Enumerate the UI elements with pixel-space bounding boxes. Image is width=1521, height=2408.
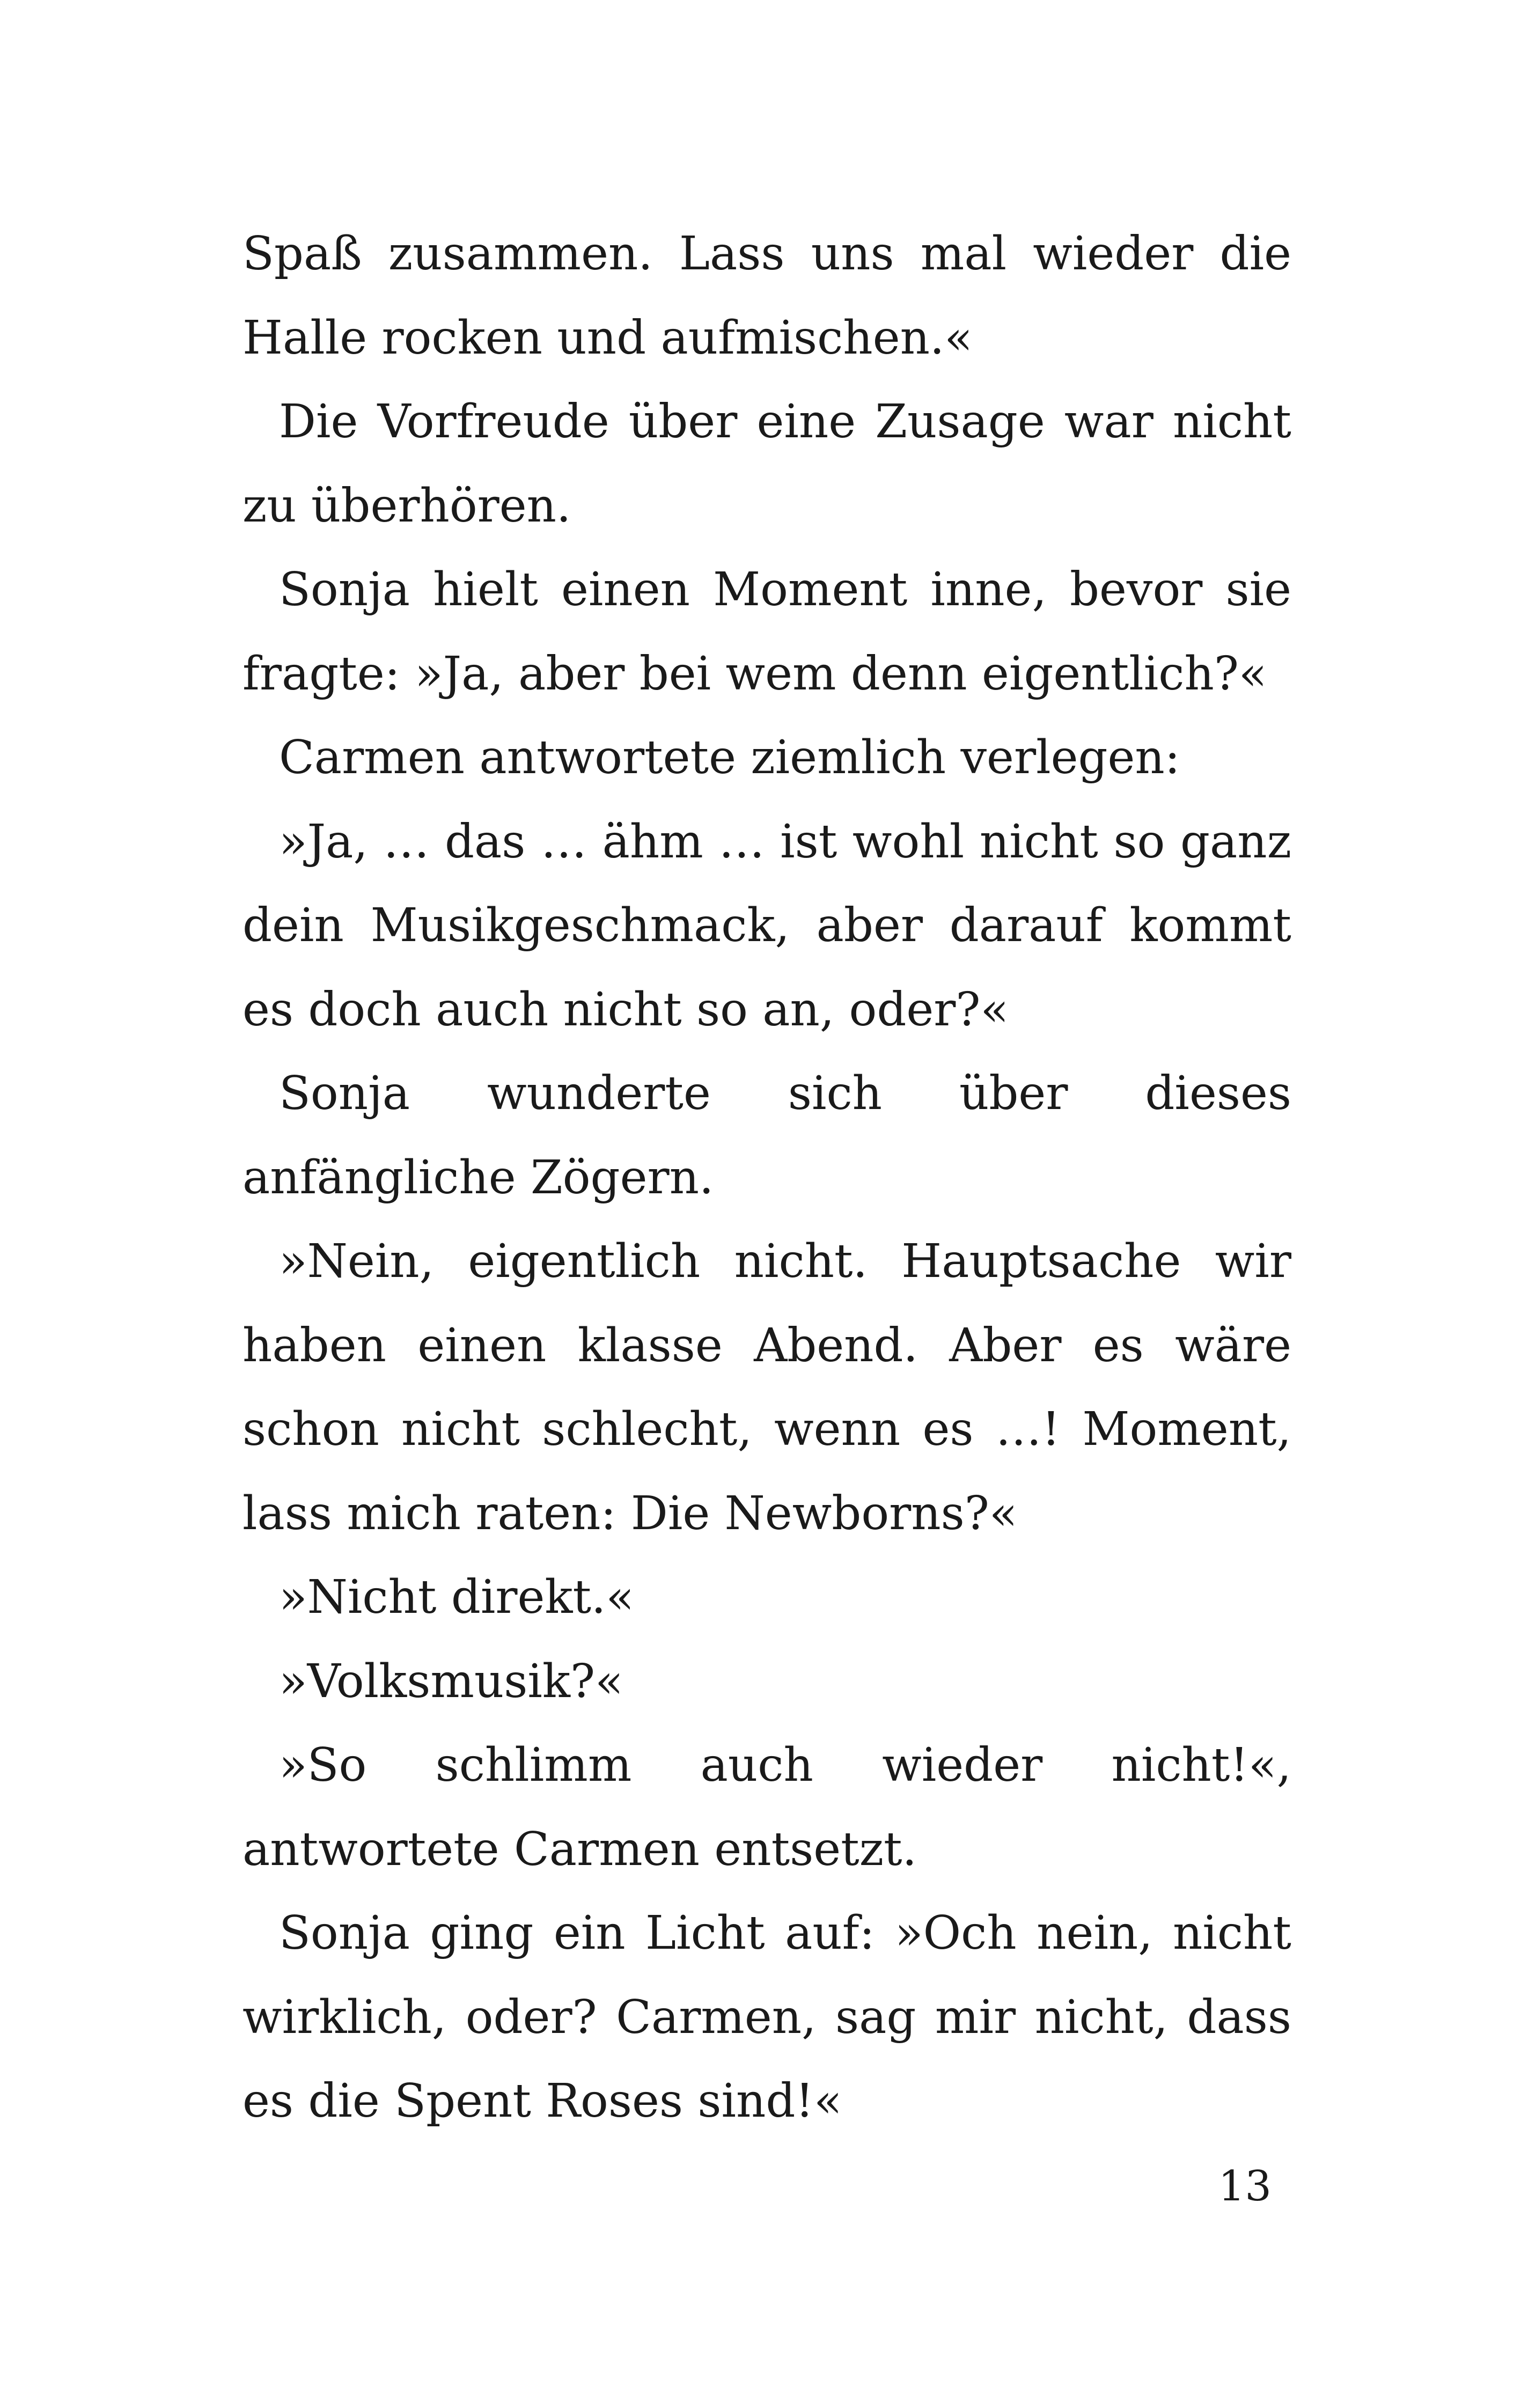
paragraph: »Ja, … das … ähm … ist wohl nicht so ganz dein Musikgeschmack, aber darauf kommt es doch auch nicht so an, oder?« xyxy=(243,814,1291,1037)
paragraph: Sonja hielt einen Moment inne, bevor sie fragte: »Ja, aber bei wem denn eigentlich?« xyxy=(243,563,1291,701)
paragraph: »Nein, eigentlich nicht. Hauptsache wir haben einen klasse Abend. Aber es wäre schon nicht schlecht, wenn es …! Moment, lass mich raten: Die Newborns?« xyxy=(243,1235,1291,1540)
page-number: 13 xyxy=(1218,2162,1272,2211)
paragraph: Die Vorfreude über eine Zusage war nicht zu überhören. xyxy=(243,395,1291,533)
paragraph: »So schlimm auch wieder nicht!«, antwortete Carmen entsetzt. xyxy=(243,1738,1291,1876)
body-text xyxy=(243,212,1291,2143)
paragraph: Sonja ging ein Licht auf: »Och nein, nicht wirklich, oder? Carmen, sag mir nicht, dass es die Spent Roses sind!« xyxy=(243,1906,1291,2128)
paragraph: Sonja wunderte sich über dieses anfängliche Zögern. xyxy=(243,1067,1291,1205)
paragraph: »Nicht direkt.« xyxy=(279,1570,635,1624)
paragraph: »Volksmusik?« xyxy=(279,1654,623,1708)
paragraph: Spaß zusammen. Lass uns mal wieder die Halle rocken und aufmischen.« xyxy=(243,227,1291,365)
paragraph: Carmen antwortete ziemlich verlegen: xyxy=(279,731,1180,784)
